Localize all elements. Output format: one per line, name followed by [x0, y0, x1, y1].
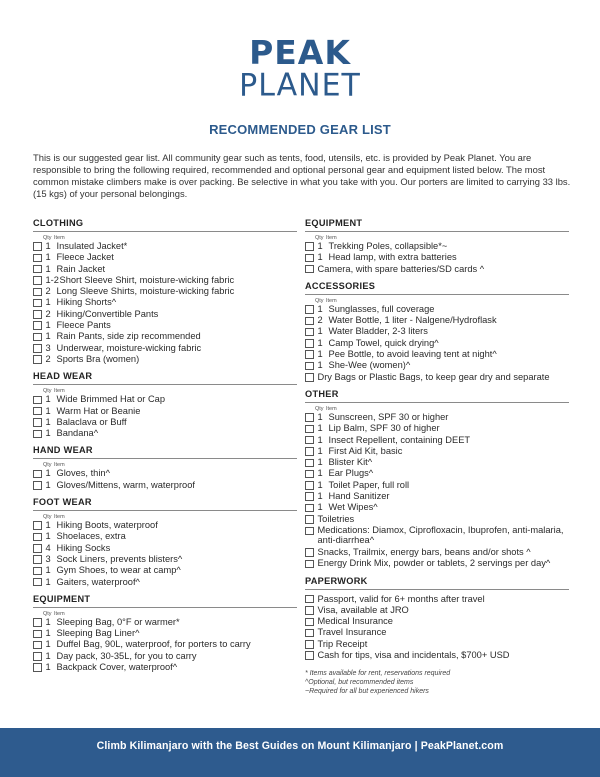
gear-item [305, 491, 569, 502]
gear-item [305, 435, 569, 446]
item-text: Fleece Jacket [56, 252, 114, 263]
item-qty: 1 [317, 468, 323, 479]
peak-planet-logo [0, 33, 600, 104]
item-qty: 1 [317, 252, 323, 263]
gear-item [33, 628, 297, 639]
section-head-wear [33, 371, 297, 439]
item-qty: 3 [45, 342, 51, 353]
item-text: Lip Balm, SPF 30 of higher [328, 423, 440, 434]
checkbox[interactable] [33, 418, 42, 427]
checkbox[interactable] [305, 447, 314, 456]
gear-item [305, 650, 569, 661]
section-equipment [305, 218, 569, 275]
checkbox[interactable] [305, 459, 314, 468]
item-text: Warm Hat or Beanie [56, 405, 141, 416]
checkbox[interactable] [33, 430, 42, 439]
checkbox[interactable] [305, 339, 314, 348]
item-text: Snacks, Trailmix, energy bars, beans and/or shots ^ [317, 546, 531, 557]
checkbox[interactable] [305, 481, 314, 490]
item-text: Long Sleeve Shirts, moisture-wicking fabric [56, 286, 235, 297]
item-header: Item [54, 462, 65, 469]
checkbox[interactable] [33, 470, 42, 479]
checkbox[interactable] [305, 254, 314, 263]
gear-item [33, 275, 297, 286]
gear-item [305, 423, 569, 434]
item-header: Item [326, 405, 337, 412]
item-qty: 1 [45, 331, 51, 342]
column-header [33, 459, 297, 468]
column-header [305, 403, 569, 412]
section-heading: EQUIPMENT [33, 594, 297, 608]
item-qty: 1 [45, 616, 51, 627]
item-text: Water Bottle, 1 liter - Nalgene/Hydroflask [328, 315, 497, 326]
gear-item [305, 338, 569, 349]
item-qty: 1 [45, 252, 51, 263]
item-text: Trip Receipt [317, 638, 368, 649]
item-qty: 1 [45, 565, 51, 576]
checkbox[interactable] [305, 606, 314, 615]
item-text: Shoelaces, extra [56, 531, 126, 542]
gear-item [33, 531, 297, 542]
checkbox[interactable] [305, 242, 314, 251]
item-header: Item [54, 514, 65, 521]
checkbox[interactable] [33, 641, 42, 650]
checkbox[interactable] [305, 470, 314, 479]
gear-item [33, 309, 297, 320]
logo-line-2: PLANET [239, 67, 361, 104]
item-text: Rain Jacket [56, 263, 106, 274]
item-qty: 1 [317, 491, 323, 502]
item-qty: 1 [45, 416, 51, 427]
checkbox[interactable] [33, 396, 42, 405]
checkbox[interactable] [305, 265, 314, 274]
gear-item [33, 354, 297, 365]
checkbox[interactable] [33, 254, 42, 263]
item-text: Trekking Poles, collapsible*~ [328, 241, 448, 251]
item-text: Hiking Shorts^ [56, 297, 117, 308]
gear-item [305, 502, 569, 513]
item-qty: 1 [317, 502, 323, 513]
checkbox[interactable] [33, 288, 42, 297]
section-heading: PAPERWORK [305, 576, 569, 590]
gear-item [305, 616, 569, 627]
gear-item [33, 565, 297, 576]
item-text: First Aid Kit, basic [328, 445, 403, 456]
checkbox[interactable] [33, 544, 42, 553]
checkbox[interactable] [305, 560, 314, 569]
item-header: Item [54, 388, 65, 395]
column-header [305, 232, 569, 241]
checkbox[interactable] [305, 305, 314, 314]
item-text: Fleece Pants [56, 320, 111, 331]
checkbox[interactable] [33, 555, 42, 564]
checkbox[interactable] [33, 407, 42, 416]
gear-item [33, 651, 297, 662]
item-text: Passport, valid for 6+ months after travel [317, 593, 485, 604]
item-qty: 1 [317, 479, 323, 490]
item-text: Camera, with spare batteries/SD cards ^ [317, 263, 485, 274]
qty-header: Qty [43, 610, 52, 617]
section-clothing [33, 218, 297, 365]
footnote: ~Required for all but experienced hikers [305, 688, 429, 696]
gear-item [33, 428, 297, 439]
item-text: Hiking/Convertible Pants [56, 308, 159, 319]
gear-item [305, 412, 569, 423]
checkbox[interactable] [305, 328, 314, 337]
item-text: Sunscreen, SPF 30 or higher [328, 411, 449, 422]
gear-item [305, 446, 569, 457]
item-qty: 1 [317, 326, 323, 337]
gear-item [33, 543, 297, 554]
item-text: Gloves/Mittens, warm, waterproof [56, 479, 195, 490]
section-equipment [33, 594, 297, 673]
item-qty: 1 [45, 405, 51, 416]
gear-item [305, 547, 569, 558]
footnote: ^Optional, but recommended items [305, 679, 414, 687]
gear-item [33, 297, 297, 308]
checkbox[interactable] [33, 333, 42, 342]
item-text: Balaclava or Buff [56, 416, 127, 427]
item-text: Sleeping Bag Liner^ [56, 628, 140, 639]
item-qty: 1 [317, 423, 323, 434]
checkbox[interactable] [305, 548, 314, 557]
checkbox[interactable] [305, 350, 314, 359]
checkbox[interactable] [305, 492, 314, 501]
item-header: Item [54, 610, 65, 617]
checkbox[interactable] [305, 618, 314, 627]
item-text: Dry Bags or Plastic Bags, to keep gear dry and separate [317, 371, 550, 382]
item-text: Hand Sanitizer [328, 491, 390, 502]
item-qty: 1 [317, 360, 323, 371]
gear-item [33, 241, 297, 252]
item-text: Sunglasses, full coverage [328, 303, 435, 314]
checkbox[interactable] [33, 310, 42, 319]
item-text: Medications: Diamox, Ciprofloxacin, Ibuprofen, anti-malaria, anti-diarrhea^ [317, 524, 564, 546]
item-text: Toilet Paper, full roll [328, 479, 410, 490]
item-text: Pee Bottle, to avoid leaving tent at night^ [328, 349, 497, 360]
column-header [33, 511, 297, 520]
checkbox[interactable] [33, 663, 42, 672]
gear-item [305, 468, 569, 479]
item-qty: 4 [45, 542, 51, 553]
left-column [33, 218, 297, 679]
item-qty: 1 [317, 349, 323, 360]
gear-item [305, 241, 569, 252]
gear-item [305, 315, 569, 326]
section-heading: EQUIPMENT [305, 218, 569, 232]
gear-item [305, 252, 569, 263]
qty-header: Qty [43, 514, 52, 521]
checkbox[interactable] [33, 299, 42, 308]
item-text: Head lamp, with extra batteries [328, 252, 457, 263]
checkbox[interactable] [33, 276, 42, 285]
item-qty: 1 [45, 576, 51, 587]
item-qty: 1 [45, 297, 51, 308]
checkbox[interactable] [305, 373, 314, 382]
gear-item [305, 264, 569, 275]
right-column [305, 218, 569, 696]
item-qty: 1 [317, 445, 323, 456]
gear-item [305, 480, 569, 491]
item-text: Visa, available at JRO [317, 604, 409, 615]
gear-item [305, 525, 569, 547]
column-header [305, 295, 569, 304]
item-qty: 1 [45, 428, 51, 439]
column-header [33, 385, 297, 394]
section-heading: CLOTHING [33, 218, 297, 232]
checkbox[interactable] [33, 521, 42, 530]
section-paperwork [305, 576, 569, 662]
qty-header: Qty [315, 405, 324, 412]
checkbox[interactable] [33, 618, 42, 627]
section-heading: OTHER [305, 389, 569, 403]
checkbox[interactable] [305, 651, 314, 660]
item-qty: 1 [45, 639, 51, 650]
section-heading: HEAD WEAR [33, 371, 297, 385]
item-text: Cash for tips, visa and incidentals, $700+ USD [317, 650, 510, 661]
gear-item [33, 554, 297, 565]
item-text: Insulated Jacket* [56, 241, 128, 251]
checkbox[interactable] [305, 436, 314, 445]
item-text: Gloves, thin^ [56, 468, 110, 479]
gear-item [33, 264, 297, 275]
item-text: Travel Insurance [317, 627, 387, 638]
checkbox[interactable] [33, 533, 42, 542]
checkbox[interactable] [305, 504, 314, 513]
item-text: Duffel Bag, 90L, waterproof, for porters to carry [56, 639, 251, 650]
section-heading: HAND WEAR [33, 445, 297, 459]
gear-item [33, 343, 297, 354]
item-qty: 1 [317, 337, 323, 348]
item-qty: 1 [45, 520, 51, 531]
gear-item [33, 320, 297, 331]
checkbox[interactable] [305, 629, 314, 638]
gear-item [305, 372, 569, 383]
checkbox[interactable] [305, 425, 314, 434]
checkbox[interactable] [33, 652, 42, 661]
gear-item [33, 577, 297, 588]
item-text: Gym Shoes, to wear at camp^ [56, 565, 181, 576]
gear-item [33, 286, 297, 297]
qty-header: Qty [315, 297, 324, 304]
gear-item [305, 349, 569, 360]
item-text: Sock Liners, prevents blisters^ [56, 553, 183, 564]
item-qty: 1 [317, 241, 323, 251]
item-qty: 1 [317, 303, 323, 314]
item-qty: 1 [45, 468, 51, 479]
item-text: Underwear, moisture-wicking fabric [56, 342, 202, 353]
section-foot-wear [33, 497, 297, 588]
item-qty: 1 [45, 394, 51, 405]
section-other [305, 389, 569, 570]
gear-item [33, 520, 297, 531]
item-text: Hiking Boots, waterproof [56, 520, 158, 531]
item-qty: 2 [317, 315, 323, 326]
gear-item [305, 639, 569, 650]
gear-item [305, 360, 569, 371]
item-header: Item [54, 235, 65, 241]
item-text: Bandana^ [56, 428, 99, 439]
item-text: Water Bladder, 2-3 liters [328, 326, 428, 337]
qty-header: Qty [43, 388, 52, 395]
gear-item [305, 304, 569, 315]
item-text: Gaiters, waterproof^ [56, 576, 140, 587]
item-text: Sports Bra (women) [56, 353, 140, 364]
logo-line-1: PEAK [249, 33, 351, 72]
checkbox[interactable] [33, 265, 42, 274]
checkbox[interactable] [305, 640, 314, 649]
item-qty: 1 [45, 650, 51, 661]
item-qty: 1 [45, 479, 51, 490]
column-header [33, 608, 297, 617]
checkbox[interactable] [33, 242, 42, 251]
section-accessories [305, 281, 569, 383]
gear-item [305, 457, 569, 468]
gear-item [33, 480, 297, 491]
gear-item [33, 252, 297, 263]
item-text: Toiletries [317, 513, 355, 524]
gear-item [305, 605, 569, 616]
gear-item [305, 326, 569, 337]
footer-banner: Climb Kilimanjaro with the Best Guides on Mount Kilimanjaro | PeakPlanet.com [0, 728, 600, 777]
checkbox[interactable] [33, 481, 42, 490]
item-text: Short Sleeve Shirt, moisture-wicking fabric [59, 274, 235, 285]
item-text: Energy Drink Mix, powder or tablets, 2 servings per day^ [317, 558, 551, 569]
checkbox[interactable] [33, 578, 42, 587]
gear-item [33, 468, 297, 479]
section-hand-wear [33, 445, 297, 491]
qty-header: Qty [43, 462, 52, 469]
gear-item [305, 594, 569, 605]
item-qty: 2 [45, 286, 51, 297]
checkbox[interactable] [305, 362, 314, 371]
item-text: Rain Pants, side zip recommended [56, 331, 201, 342]
item-qty: 1 [45, 263, 51, 274]
gear-item [33, 662, 297, 673]
item-qty: 1 [317, 434, 323, 445]
column-header [33, 232, 297, 241]
section-heading: FOOT WEAR [33, 497, 297, 511]
qty-header: Qty [315, 235, 324, 241]
gear-item [33, 406, 297, 417]
item-header: Item [326, 235, 337, 241]
page-title: RECOMMENDED GEAR LIST [209, 122, 391, 137]
checkbox[interactable] [305, 317, 314, 326]
item-text: Wet Wipes^ [328, 502, 378, 513]
item-text: Medical Insurance [317, 616, 393, 627]
item-text: Day pack, 30-35L, for you to carry [56, 650, 197, 661]
item-qty: 1 [317, 411, 323, 422]
item-text: Insect Repellent, containing DEET [328, 434, 471, 445]
checkbox[interactable] [305, 515, 314, 524]
item-text: Hiking Socks [56, 542, 111, 553]
gear-item [33, 417, 297, 428]
qty-header: Qty [43, 235, 52, 241]
checkbox[interactable] [33, 344, 42, 353]
item-qty: 1 [45, 662, 51, 673]
item-qty: 1-2 [45, 274, 59, 285]
item-qty: 3 [45, 553, 51, 564]
intro-paragraph: This is our suggested gear list. All community gear such as tents, food, utensils, etc. is provided by Peak Planet. You are responsible to bring the following required, recommended and optional personal gear and equipment listed below. The most common mistake climbers make is over packing. Be selective in what you take with you. Our porters are limited to carrying 33 lbs. (15 kgs) of your personal belongings. [33, 152, 571, 199]
checkbox[interactable] [33, 630, 42, 639]
gear-item [305, 514, 569, 525]
checkbox[interactable] [33, 567, 42, 576]
item-qty: 1 [45, 531, 51, 542]
footnotes [305, 669, 569, 696]
item-qty: 1 [45, 628, 51, 639]
item-qty: 2 [45, 308, 51, 319]
gear-item [33, 617, 297, 628]
gear-item [305, 627, 569, 638]
section-heading: ACCESSORIES [305, 281, 569, 295]
checkbox[interactable] [33, 321, 42, 330]
gear-item [33, 394, 297, 405]
item-text: She-Wee (women)^ [328, 360, 411, 371]
item-qty: 1 [317, 457, 323, 468]
item-text: Ear Plugs^ [328, 468, 374, 479]
item-text: Camp Towel, quick drying^ [328, 337, 439, 348]
item-qty: 1 [45, 320, 51, 331]
item-text: Blister Kit^ [328, 457, 373, 468]
footnote: * Items available for rent, reservations required [305, 670, 451, 678]
item-text: Backpack Cover, waterproof^ [56, 662, 178, 673]
checkbox[interactable] [33, 355, 42, 364]
checkbox[interactable] [305, 413, 314, 422]
checkbox[interactable] [305, 527, 314, 536]
checkbox[interactable] [305, 595, 314, 604]
item-header: Item [326, 297, 337, 304]
item-qty: 2 [45, 353, 51, 364]
gear-item [305, 558, 569, 569]
item-text: Wide Brimmed Hat or Cap [56, 394, 165, 405]
item-text: Sleeping Bag, 0°F or warmer* [56, 616, 180, 627]
item-qty: 1 [45, 241, 51, 251]
gear-item [33, 639, 297, 650]
gear-item [33, 331, 297, 342]
